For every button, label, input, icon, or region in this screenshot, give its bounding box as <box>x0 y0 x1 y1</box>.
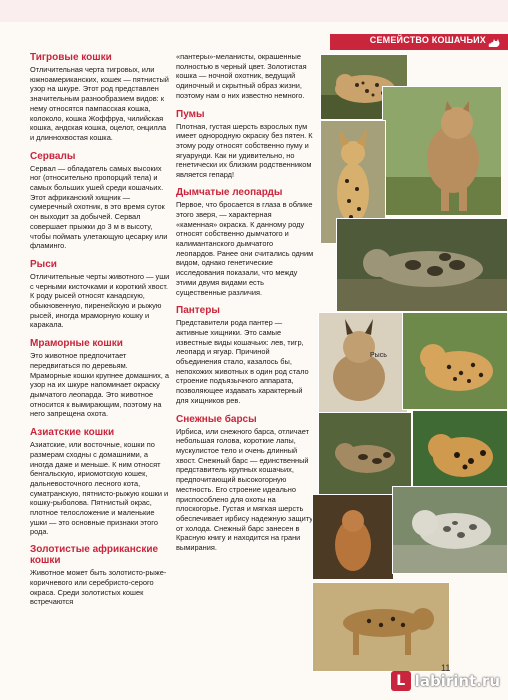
paragraph-lynxes: Отличительные черты животного — уши с черными кисточками и короткий хвост. К роду рысей относят канадскую, обыкновенную, пиренейскую и рыжую рысей, иногда мраморную кошку и каракала. <box>30 271 170 330</box>
photo-leopard <box>402 312 508 410</box>
paragraph-golden-cats: Животное может быть золотисто-рыже-коричневого или серебристо-серого окраса. Среди золотистых кошек встречаются <box>30 568 167 607</box>
article-clouded-leopards <box>176 188 314 298</box>
watermark <box>391 670 500 692</box>
page-number: 11 <box>441 663 451 673</box>
watermark-logo: L <box>391 671 411 691</box>
article-golden-cats-continued <box>176 52 314 101</box>
heading-snow-leopards: Снежные барсы <box>176 413 257 425</box>
heading-panthers: Пантеры <box>176 305 220 317</box>
text-column-middle <box>176 52 314 561</box>
paragraph-panthers: Представители рода пантер — активные хищники. Это самые известные виды кошачьих: лев, тигр, леопард и ягуар. Причиной объединения стало, казалось бы, непохожих животных в один род стало строение подъязычного аппарата, позволяющее издавать характерный для хищников рев. <box>176 318 309 405</box>
section-title: СЕМЕЙСТВО КОШАЧЬИХ <box>369 35 486 45</box>
heading-golden-cats: Золотистые африканские кошки <box>30 544 159 566</box>
text-column-left <box>30 52 170 615</box>
heading-asian-cats: Азиатские кошки <box>30 427 115 439</box>
heading-pumas: Пумы <box>176 108 205 120</box>
article-golden-cats <box>30 545 170 607</box>
cat-silhouette-icon <box>488 36 502 48</box>
paragraph-servals: Сервал — обладатель самых высоких ног (относительно пропорций тела) и самых больших ушей среди кошачьих. Этот африканский хищник — сумеречный охотник, в это время суток он выходит за добычей. Сервал совершает прыжки до 3 м в высоту, чтобы поймать улетающую цесарку или фламинго. <box>30 163 168 251</box>
top-margin-band <box>0 0 508 22</box>
paragraph-tiger-cats: Отличительная черта тигровых, или южноамериканских, кошек — пятнистый узор на шкуре. Этот род представлен значительным разнообразием видов: к нему относятся пампасская кошка, колоколо, кошка Жоффруа, чилийская кошка, андская кошка, оцелот, онцилла и длиннохвостая кошка. <box>30 65 169 142</box>
article-marbled-cats <box>30 338 170 419</box>
paragraph-golden-cats-continued: «пантеры»-меланисты, окрашенные полностью в черный цвет. Золотистая кошка — ночной охотник, ведущий одиночный и скрытный образ жизни, поэтому нам о них известно немного. <box>176 52 307 100</box>
paragraph-clouded-leopards: Первое, что бросается в глаза в облике этого зверя, — характерная «каменная» окраска. К данному роду относят собственно дымчатого и калимантанского дымчатого леопардов. Ранее они считались одним видом, однако генетические исследования показали, что между этими двумя видами есть существенные различия. <box>176 200 314 297</box>
paragraph-marbled-cats: Это животное предпочитает передвигаться по деревьям. Мраморные кошки крупнее домашних, а узор на их шкуре напоминает окраску дымчатого леопарда. Это животное относится к вымирающим, поэтому на него запрещена охота. <box>30 351 169 419</box>
photo-clouded-leopard <box>336 218 508 312</box>
heading-lynxes: Рыси <box>30 258 57 270</box>
article-snow-leopards <box>176 414 314 553</box>
paragraph-asian-cats: Азиатские, или восточные, кошки по размерам сходны с домашними, а иногда даже и меньше. К ним относят бенгальскую, ириомотскую кошек, дальневосточного лесного кота, суматранскую, пятнисто-рыжую кошки и кошку-рыболова. Пятнистый окрас, плотное телосложение и маленькие ушки — это основные признаки этого рода. <box>30 440 169 537</box>
heading-servals: Сервалы <box>30 150 76 162</box>
photo-snow-leopard <box>392 486 508 574</box>
paragraph-pumas: Плотная, густая шерсть взрослых пум имеет однородную окраску без пятен. К этому роду относят собственно пуму и ягуарунди. Как ни удивительно, но генетически их близким родственником является гепард! <box>176 121 313 180</box>
heading-marbled-cats: Мраморные кошки <box>30 338 123 350</box>
article-tiger-cats <box>30 52 170 143</box>
article-pumas <box>176 109 314 180</box>
photo-lynx <box>318 312 408 416</box>
photo-jaguar <box>412 410 508 498</box>
article-servals <box>30 151 170 251</box>
photo-puma <box>382 86 502 216</box>
photo-asian-cat <box>312 582 450 672</box>
caption-lynx: Рысь <box>370 352 387 359</box>
photo-golden-cat <box>312 494 394 580</box>
heading-clouded-leopards: Дымчатые леопарды <box>176 186 283 198</box>
article-panthers <box>176 305 314 405</box>
paragraph-snow-leopards: Ирбиса, или снежного барса, отличает небольшая голова, короткие лапы, мускулистое тело и очень длинный хвост. Снежный барс — единственный представитель крупных кошачьих, предпочитающий высокогорную местность. Его строение идеально приспособлено для охоты на плоскогорье. Густая и мягкая шерсть обеспечивает ирбису надежную защиту от холода. Снежный барс занесен в Красную книгу и находится на грани вымирания. <box>176 426 313 553</box>
watermark-text: labirint.ru <box>414 672 500 690</box>
article-asian-cats <box>30 427 170 537</box>
heading-tiger-cats: Тигровые кошки <box>30 52 112 63</box>
article-lynxes <box>30 259 170 330</box>
